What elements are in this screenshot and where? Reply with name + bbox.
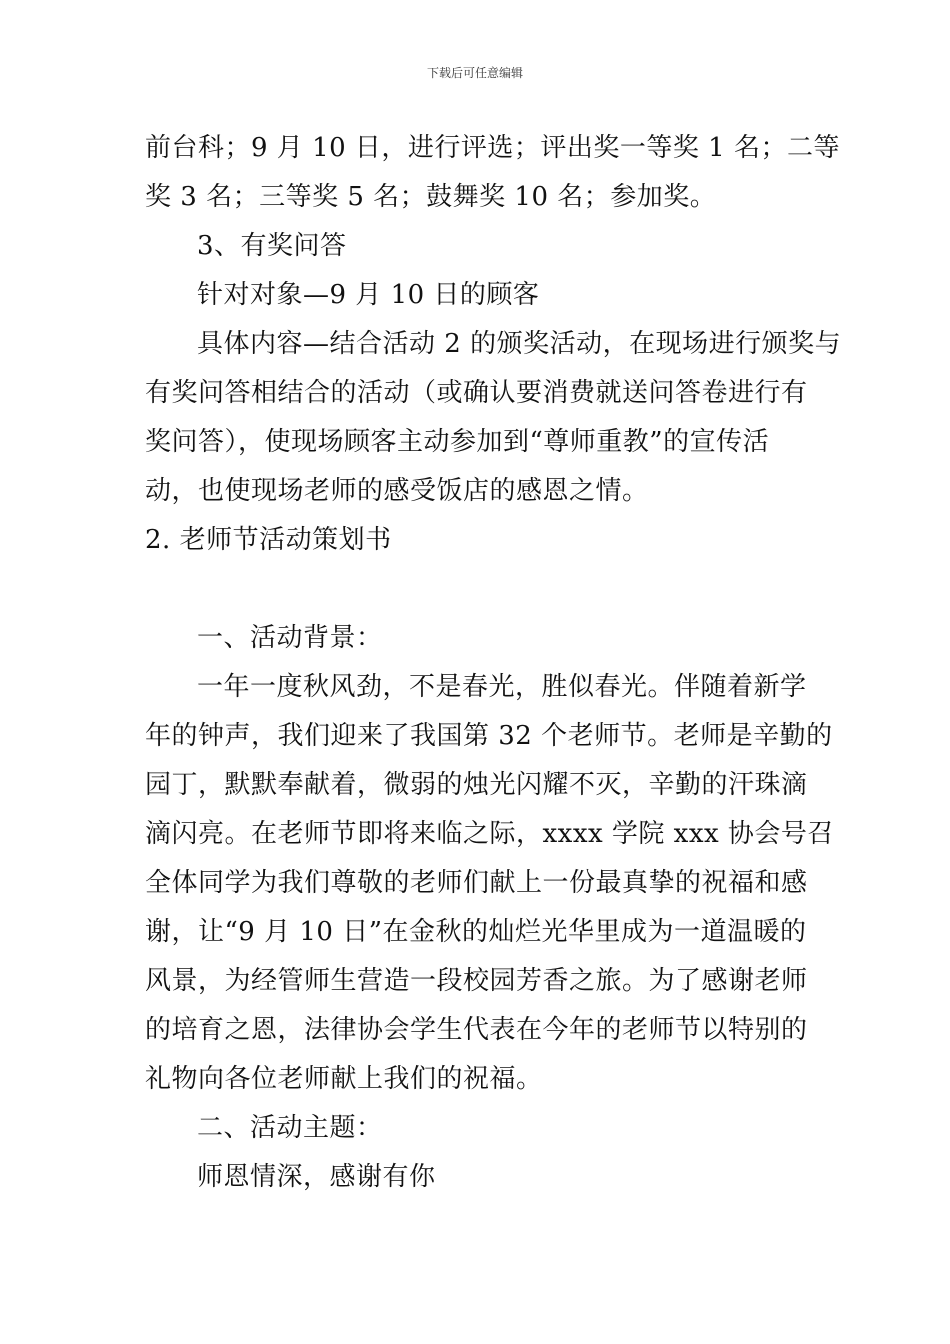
blank-line <box>145 565 813 614</box>
text-line: 动，也使现场老师的感受饭店的感恩之情。 <box>145 476 649 506</box>
document-title: 2. 老师节活动策划书 <box>145 525 392 555</box>
text-line: 奖 3 名；三等奖 5 名；鼓舞奖 10 名；参加奖。 <box>145 182 717 212</box>
text-line: 礼物向各位老师献上我们的祝福。 <box>145 1064 543 1094</box>
section-heading: 二、活动主题： <box>197 1113 383 1143</box>
section-heading: 一、活动背景： <box>197 623 383 653</box>
document-body <box>145 124 842 1202</box>
text-line: 谢，让“9 月 10 日”在金秋的灿烂光华里成为一道温暖的 <box>145 917 807 947</box>
text-line: 前台科；9 月 10 日，进行评选；评出奖一等奖 1 名；二等 <box>145 133 840 163</box>
text-line: 年的钟声，我们迎来了我国第 32 个老师节。老师是辛勤的 <box>145 721 833 751</box>
text-line: 有奖问答相结合的活动（或确认要消费就送问答卷进行有 <box>145 378 808 408</box>
text-line: 的培育之恩，法律协会学生代表在今年的老师节以特别的 <box>145 1015 808 1045</box>
text-line: 针对对象—9 月 10 日的顾客 <box>197 280 540 310</box>
text-line: 具体内容—结合活动 2 的颁奖活动，在现场进行颁奖与 <box>197 329 842 359</box>
text-line: 滴闪亮。在老师节即将来临之际，xxxx 学院 xxx 协会号召 <box>145 819 834 849</box>
page-header: 下载后可任意编辑 <box>426 66 523 80</box>
text-line: 奖问答），使现场顾客主动参加到“尊师重教”的宣传活 <box>145 427 770 457</box>
text-line: 师恩情深，感谢有你 <box>197 1162 436 1192</box>
text-line: 全体同学为我们尊敬的老师们献上一份最真挚的祝福和感 <box>145 868 808 898</box>
text-line: 园丁，默默奉献着，微弱的烛光闪耀不灭，辛勤的汗珠滴 <box>145 770 808 800</box>
text-line: 一年一度秋风劲，不是春光，胜似春光。伴随着新学 <box>197 672 807 702</box>
section-heading: 3、有奖问答 <box>197 231 347 261</box>
text-line: 风景，为经管师生营造一段校园芳香之旅。为了感谢老师 <box>145 966 808 996</box>
